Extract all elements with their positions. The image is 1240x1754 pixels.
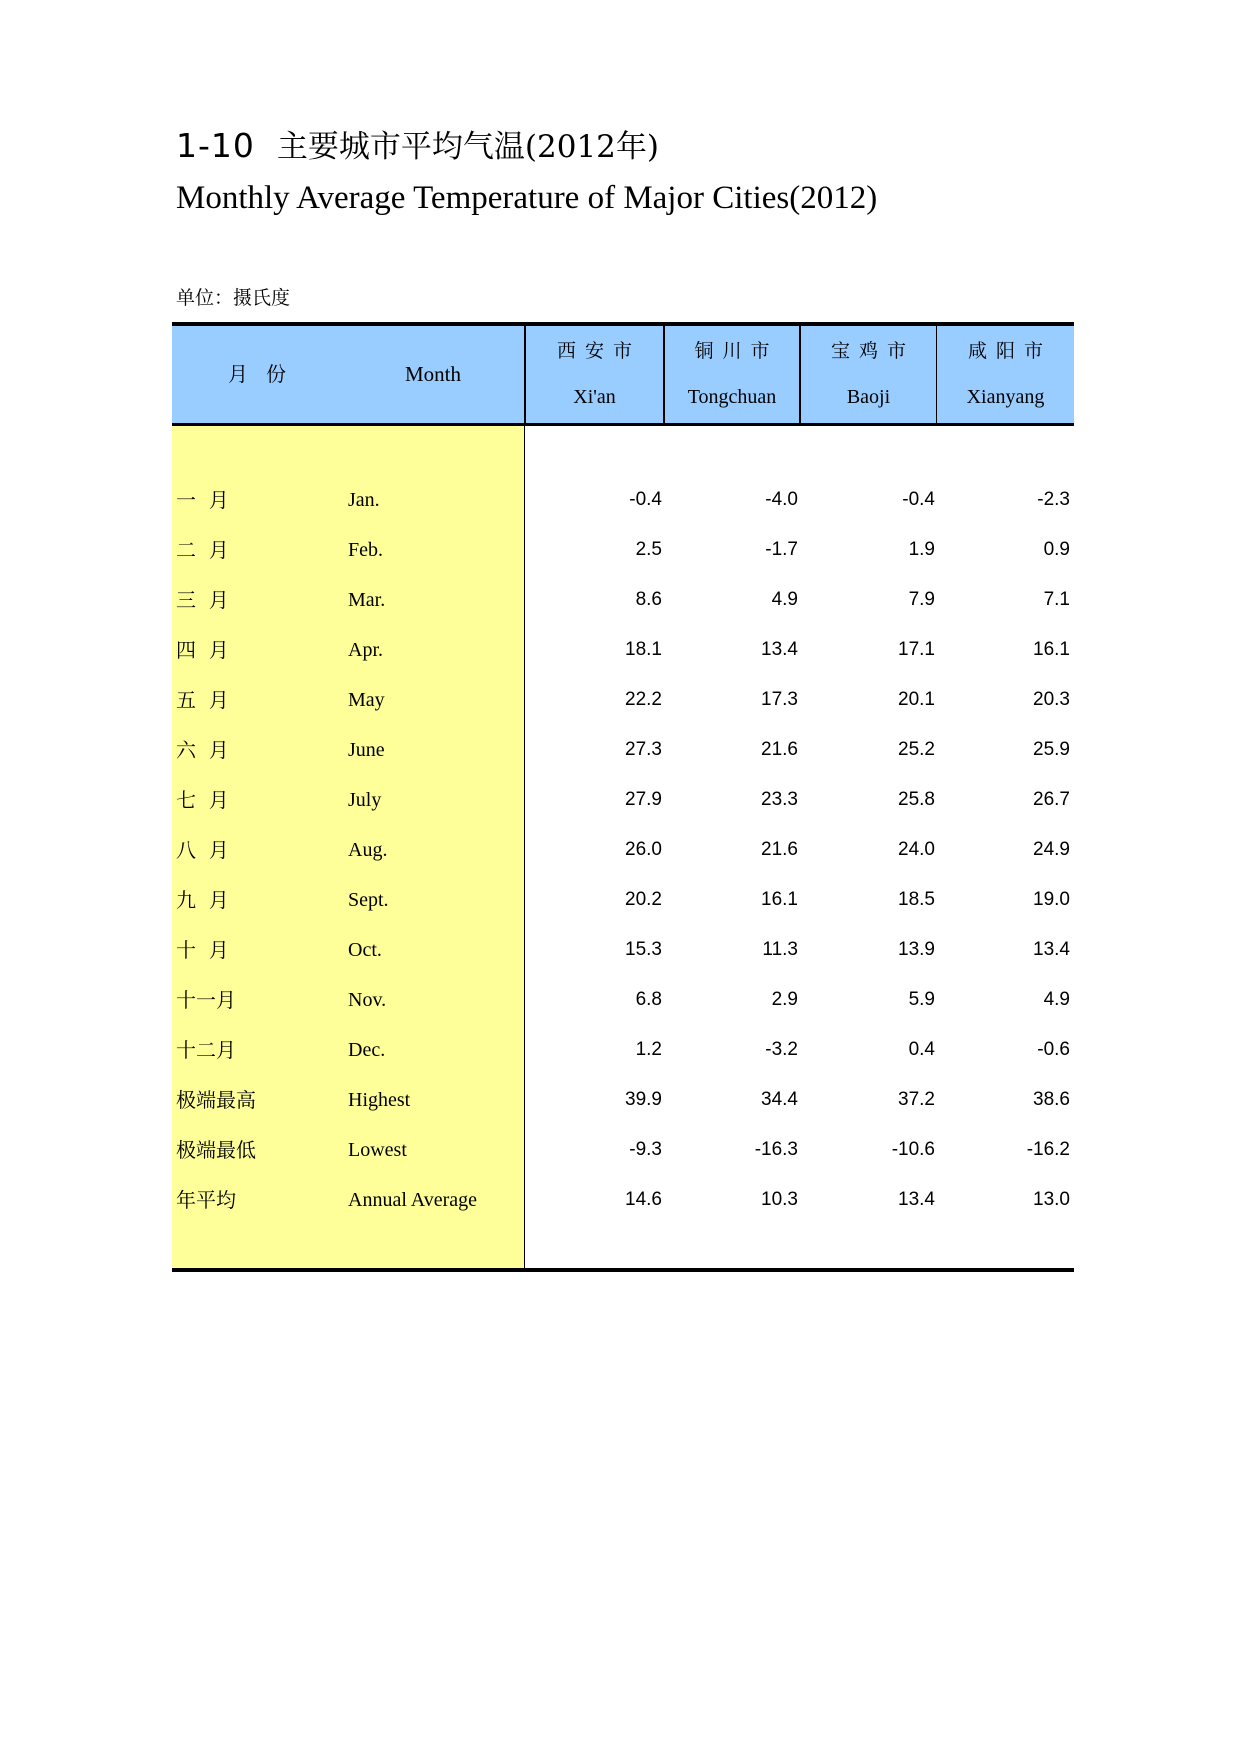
cell-value: 20.3 <box>1033 689 1070 710</box>
header-city-xian: 西安市 Xi'an <box>556 340 641 408</box>
table-row <box>172 875 1074 925</box>
header-city-tongchuan: 铜川市 Tongchuan <box>687 340 779 408</box>
header-month-en: Month <box>404 362 461 386</box>
cell-value: 5.9 <box>908 989 935 1010</box>
cell-value: 19.0 <box>1033 889 1070 910</box>
table-row <box>172 525 1074 575</box>
page-title-english: Monthly Average Temperature of Major Cities(2012) <box>176 180 878 216</box>
row-label-cn: 三 月 <box>176 588 229 612</box>
cell-value: 23.3 <box>761 789 798 810</box>
row-label-en: July <box>348 789 382 811</box>
cell-value: 25.8 <box>898 789 935 810</box>
cell-value: 13.4 <box>761 639 798 660</box>
cell-value: -4.0 <box>765 489 798 510</box>
row-label-cn: 四 月 <box>176 638 229 662</box>
header-month-cn: 月份 <box>228 362 304 386</box>
row-label-en: Annual Average <box>348 1189 478 1211</box>
table-row <box>172 1175 1074 1225</box>
cell-value: -2.3 <box>1037 489 1070 510</box>
table-row <box>172 675 1074 725</box>
row-label-en: Nov. <box>348 989 387 1011</box>
table-row <box>172 1025 1074 1075</box>
row-label-en: Mar. <box>348 589 386 611</box>
cell-value: 21.6 <box>761 739 798 760</box>
header-city-baoji: 宝鸡市 Baoji <box>830 340 915 408</box>
title-chinese-text: 主要城市平均气温(2012年) <box>276 129 659 165</box>
cell-value: 7.9 <box>908 589 935 610</box>
cell-value: -0.4 <box>629 489 662 510</box>
cell-value: 0.9 <box>1043 539 1070 560</box>
cell-value: 4.9 <box>1043 989 1070 1010</box>
cell-value: 27.3 <box>625 739 662 760</box>
table-header <box>172 326 1074 426</box>
cell-value: 0.4 <box>908 1039 935 1060</box>
cell-value: 37.2 <box>898 1089 935 1110</box>
table-row <box>172 975 1074 1025</box>
row-label-cn: 九 月 <box>176 888 229 912</box>
cell-value: -16.3 <box>754 1139 798 1160</box>
row-label-en: Dec. <box>348 1039 386 1061</box>
cell-value: 39.9 <box>625 1089 662 1110</box>
table-row <box>172 625 1074 675</box>
cell-value: 26.0 <box>625 839 662 860</box>
row-label-cn: 十 月 <box>176 938 229 962</box>
row-label-en: June <box>348 739 385 761</box>
row-label-cn: 八 月 <box>176 838 229 862</box>
cell-value: -3.2 <box>765 1039 798 1060</box>
row-label-en: Highest <box>348 1089 411 1111</box>
cell-value: 13.0 <box>1033 1189 1070 1210</box>
row-label-en: Sept. <box>348 889 389 911</box>
cell-value: 11.3 <box>762 939 798 960</box>
cell-value: 26.7 <box>1033 789 1070 810</box>
cell-value: 2.9 <box>771 989 798 1010</box>
table-bottom-rule <box>172 1268 1074 1272</box>
cell-value: -1.7 <box>765 539 798 560</box>
cell-value: -10.6 <box>891 1139 935 1160</box>
cell-value: 17.3 <box>761 689 798 710</box>
row-label-en: Feb. <box>348 539 383 561</box>
cell-value: 2.5 <box>635 539 662 560</box>
cell-value: 1.2 <box>635 1039 662 1060</box>
cell-value: 13.9 <box>898 939 935 960</box>
cell-value: 13.4 <box>898 1189 935 1210</box>
cell-value: -16.2 <box>1026 1139 1070 1160</box>
cell-value: 16.1 <box>761 889 798 910</box>
row-label-en: Lowest <box>348 1139 407 1161</box>
table-row <box>172 1125 1074 1175</box>
cell-value: 13.4 <box>1033 939 1070 960</box>
cell-value: 17.1 <box>898 639 935 660</box>
cell-value: 10.3 <box>761 1189 798 1210</box>
row-label-cn: 极端最高 <box>176 1088 256 1112</box>
row-label-cn: 一 月 <box>176 488 229 512</box>
cell-value: 15.3 <box>625 939 662 960</box>
cell-value: 1.9 <box>908 539 935 560</box>
row-label-cn: 六 月 <box>176 738 229 762</box>
cell-value: 18.5 <box>898 889 935 910</box>
row-label-en: Jan. <box>348 489 380 511</box>
table-row <box>172 775 1074 825</box>
cell-value: -0.4 <box>902 489 935 510</box>
cell-value: 20.2 <box>625 889 662 910</box>
cell-value: 14.6 <box>625 1189 662 1210</box>
cell-value: 20.1 <box>898 689 935 710</box>
row-label-cn: 七 月 <box>176 788 229 812</box>
cell-value: 24.9 <box>1033 839 1070 860</box>
table-row <box>172 725 1074 775</box>
cell-value: -9.3 <box>629 1139 662 1160</box>
row-label-cn: 极端最低 <box>176 1138 256 1162</box>
cell-value: -0.6 <box>1037 1039 1070 1060</box>
cell-value: 7.1 <box>1043 589 1070 610</box>
cell-value: 25.9 <box>1033 739 1070 760</box>
cell-value: 18.1 <box>625 639 662 660</box>
row-label-cn: 十二月 <box>176 1038 236 1062</box>
page-title-chinese <box>176 126 659 167</box>
cell-value: 6.8 <box>635 989 662 1010</box>
row-label-cn: 二 月 <box>176 538 229 562</box>
table-row <box>172 1075 1074 1125</box>
cell-value: 34.4 <box>761 1089 798 1110</box>
row-label-en: May <box>348 689 385 711</box>
table-row <box>172 925 1074 975</box>
unit-label: 单位：摄氏度 <box>176 287 291 309</box>
row-label-cn: 五 月 <box>176 688 229 712</box>
row-label-cn: 年平均 <box>176 1188 236 1212</box>
table-number: 1-10 <box>176 126 255 165</box>
cell-value: 38.6 <box>1033 1089 1070 1110</box>
cell-value: 22.2 <box>625 689 662 710</box>
cell-value: 21.6 <box>761 839 798 860</box>
temperature-table <box>172 322 1074 1274</box>
row-label-en: Aug. <box>348 839 388 861</box>
table-row <box>172 575 1074 625</box>
row-label-en: Oct. <box>348 939 382 961</box>
cell-value: 4.9 <box>771 589 798 610</box>
cell-value: 27.9 <box>625 789 662 810</box>
cell-value: 24.0 <box>898 839 935 860</box>
cell-value: 8.6 <box>635 589 662 610</box>
header-city-xianyang: 咸阳市 Xianyang <box>966 340 1052 408</box>
cell-value: 16.1 <box>1033 639 1070 660</box>
row-label-cn: 十一月 <box>176 988 236 1012</box>
table-row <box>172 825 1074 875</box>
table-row <box>172 475 1074 525</box>
row-label-en: Apr. <box>348 639 383 661</box>
cell-value: 25.2 <box>898 739 935 760</box>
